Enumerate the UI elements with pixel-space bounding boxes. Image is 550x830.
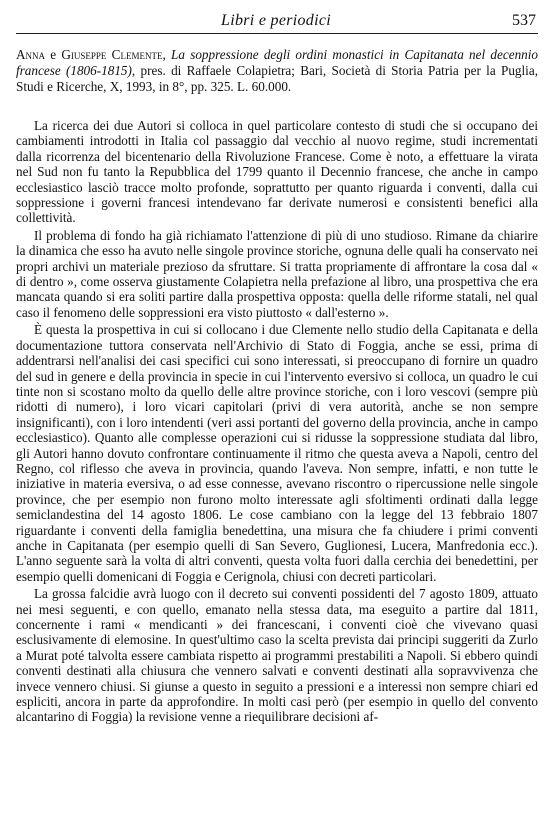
book-title: La soppressione degli ordini monastici in Capitanata nel decennio francese (1806-1815): [16, 47, 539, 78]
running-head: [16, 12, 536, 34]
citation-comma: ,: [162, 47, 172, 62]
running-title: Libri e periodici: [221, 12, 331, 29]
header-rule: [16, 33, 538, 34]
paragraph: Il problema di fondo ha già richiamato l'attenzione di più di uno studioso. Rimane da chiarire la dinamica che esso ha avuto nelle singole province storiche, ognuna delle quali ha conservato nei propri archivi un materiale prezioso da sfruttare. Si tratta propriamente di affrontare la cosa dal « di dentro », come osserva giustamente Colapietra nella prefazione al libro, una prospettiva che era mancata quando si era soliti partire dalla prospettiva opposta: quella delle riforme statali, nel qual caso il fenomeno delle soppressioni era visto piuttosto « dall'esterno ».: [16, 227, 538, 320]
author-second: Giuseppe Clemente: [61, 47, 163, 62]
review-body: [16, 118, 538, 725]
author-conjunction: e: [45, 47, 62, 62]
author-first: Anna: [16, 47, 46, 62]
publication-details: , pres. di Raffaele Colapietra; Bari, Società di Storia Patria per la Puglia, Studi e Ricerche, X, 1993, in 8°, pp. 325. L. 60.000.: [16, 63, 538, 94]
paragraph: La ricerca dei due Autori si colloca in quel particolare contesto di studi che si occupano dei cambiamenti introdotti in Italia col passaggio dal vecchio al nuovo regime, studi incrementati dalla ricorrenza del bicentenario della Rivoluzione Francese. Come è noto, a effettuare la virata nel Sud non fu tanto la Repubblica del 1799 quanto il Decennio francese, che anche in campo ecclesiastico lasciò tracce molto profonde, soprattutto per quanto riguarda i conventi, dalla cui soppressione i governi francesi intendevano far derivate numerosi e consistenti benefici alla collettività.: [16, 118, 538, 226]
bibliographic-citation: [16, 47, 538, 95]
paragraph: È questa la prospettiva in cui si collocano i due Clemente nello studio della Capitanata e della documentazione tuttora conservata nell'Archivio di Stato di Foggia, anche se essi, prima di addentrarsi nell'analisi dei casi specifici cui sono interessati, si preoccupano di fornire un quadro del sud in genere e della provincia in specie in cui l'intervento eversivo si colloca, un quadro le cui tinte non si scostano molto da quello delle altre province storiche, con i loro vescovi (sempre più ridotti di numero), i loro vicari capitolari (privi di vera autorità, anche se non sempre insignificanti), con i loro intendenti (veri assi portanti del governo della provincia, anche in campo ecclesiastico). Quanto alle complesse operazioni cui si ridusse la soppressione studiata dal libro, gli Autori hanno dovuto confrontare continuamente il ritmo che questa aveva a Napoli, centro del Regno, col riflesso che aveva in provincia, quando l'aveva. Non sempre, infatti, e non tutte le iniziative in materia eversiva, o ad esse connesse, avevano riscontro o ripercussione nelle singole province, che per esempio non furono molto interessate agli sfoltimenti ordinati dalla legge semiclandestina del 14 agosto 1806. Le cose cambiano con la legge del 13 febbraio 1807 riguardante i conventi della famiglia benedettina, una misura che fa chiudere i primi conventi anche in Capitanata (per esempio quelli di San Severo, Guglionesi, Lucera, Manfredonia ecc.). L'anno seguente sarà la volta di altri conventi, questa volta fuori dalla cerchia dei benedettini, per esempio quelli domenicani di Foggia e Cerignola, chiusi con decreti particolari.: [16, 322, 538, 584]
paragraph: La grossa falcidie avrà luogo con il decreto sui conventi possidenti del 7 agosto 1809, attuato nei mesi seguenti, e con quello, emanato nella stessa data, ma eseguito a partire dal 1811, concernente i rami « mendicanti » dei francescani, i conventi cioè che vivevano quasi esclusivamente di elemosine. In quest'ultimo caso la scelta prevista dai principi suggeriti da Zurlo a Murat poté talvolta essere cambiata rispetto ai programmi prestabiliti a Napoli. Si ebbero quindi conventi destinati alla chiusura che vennero salvati e conventi destinati alla sopravvivenza che invece vennero chiusi. Si giunse a questo in seguito a pressioni e a interessi non sempre chiari ed espliciti, ancora in parte da approfondire. In molti casi però (per esempio in quello del convento alcantarino di Foggia) la revisione venne a riequilibrare decisioni af-: [16, 586, 538, 725]
page-number: 537: [512, 12, 536, 29]
